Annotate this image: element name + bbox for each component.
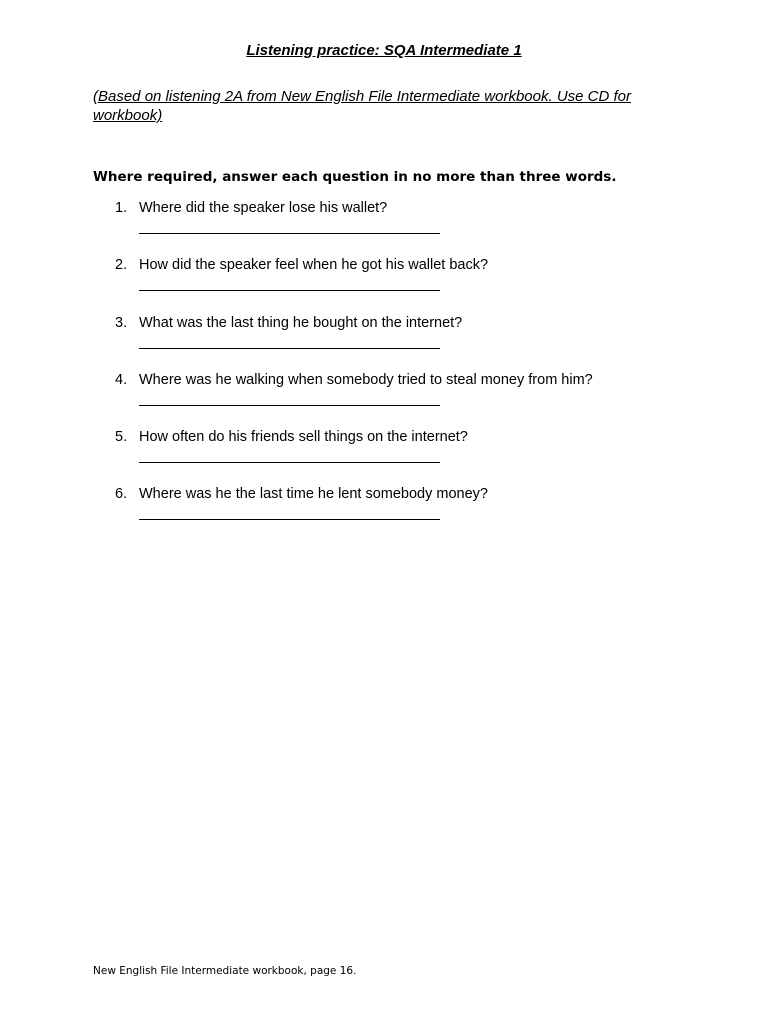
question-item bbox=[93, 315, 713, 372]
answer-line bbox=[139, 290, 440, 291]
question-text: What was the last thing he bought on the internet? bbox=[139, 314, 463, 331]
answer-line bbox=[139, 233, 440, 234]
question-text: How did the speaker feel when he got his wallet back? bbox=[139, 257, 489, 274]
question-number: 5. bbox=[115, 429, 128, 446]
question-number: 4. bbox=[115, 371, 128, 388]
document-title: Listening practice: SQA Intermediate 1 bbox=[246, 42, 522, 59]
page-footer: New English File Intermediate workbook, page 16. bbox=[93, 965, 357, 977]
question-list bbox=[93, 200, 713, 544]
answer-line bbox=[139, 462, 440, 463]
question-item bbox=[93, 372, 713, 429]
question-item bbox=[93, 200, 713, 257]
question-number: 1. bbox=[115, 200, 128, 216]
document-subtitle: (Based on listening 2A from New English File Intermediate workbook. Use CD for workbook) bbox=[93, 88, 632, 124]
question-text: Where was he walking when somebody tried to steal money from him? bbox=[139, 371, 593, 388]
question-number: 6. bbox=[115, 486, 128, 503]
question-item bbox=[93, 486, 713, 543]
question-number: 3. bbox=[115, 314, 128, 331]
question-number: 2. bbox=[115, 257, 128, 274]
answer-line bbox=[139, 405, 440, 406]
question-text: Where did the speaker lose his wallet? bbox=[139, 200, 388, 216]
answer-line bbox=[139, 348, 440, 349]
question-item bbox=[93, 257, 713, 314]
question-text: Where was he the last time he lent somebody money? bbox=[139, 486, 488, 503]
question-item bbox=[93, 429, 713, 486]
question-text: How often do his friends sell things on the internet? bbox=[139, 429, 468, 446]
instruction-text: Where required, answer each question in no more than three words. bbox=[93, 169, 617, 185]
answer-line bbox=[139, 519, 440, 520]
